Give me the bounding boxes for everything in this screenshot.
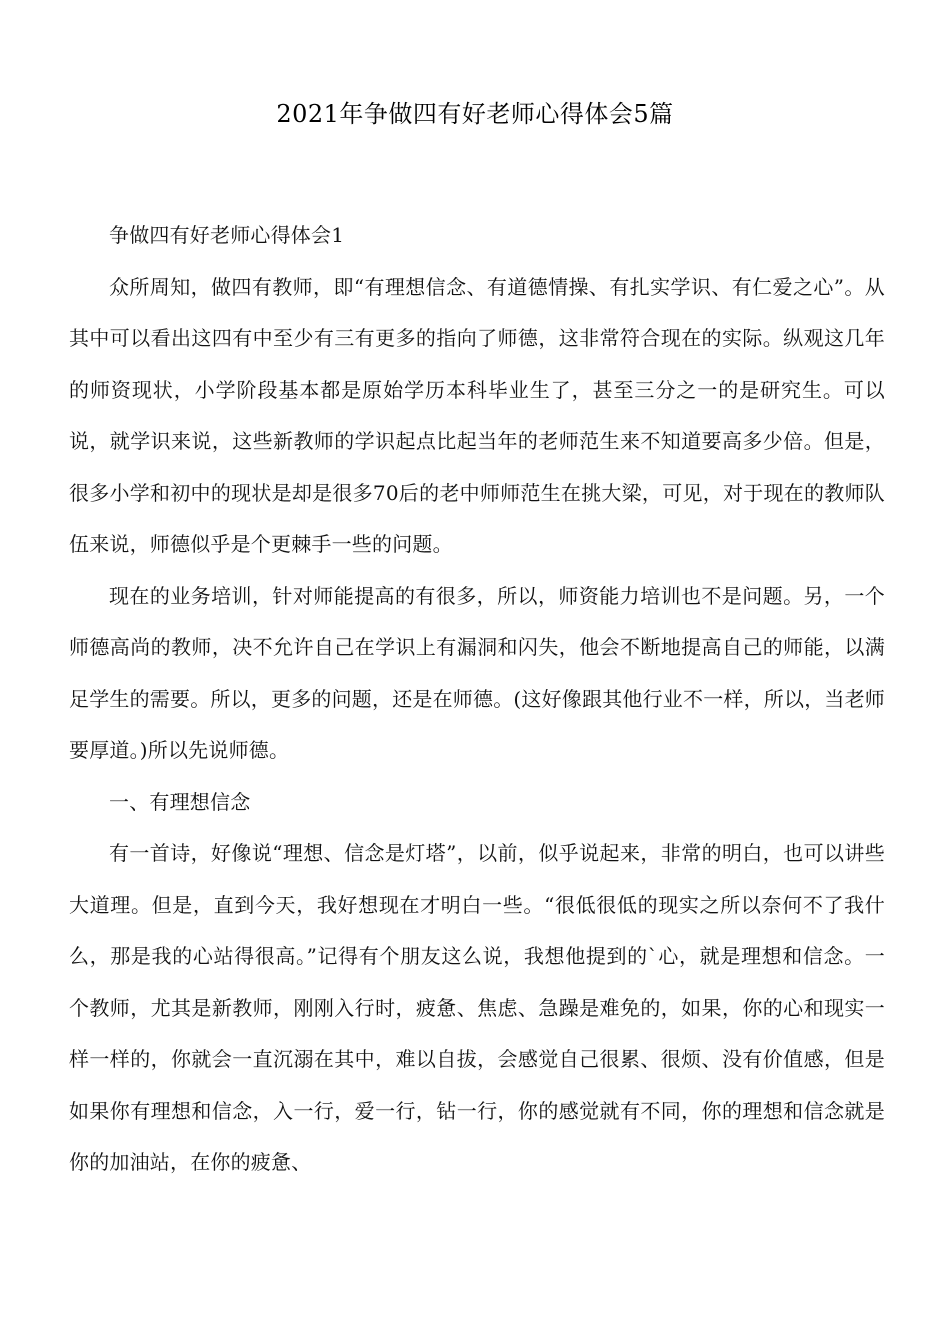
subheading-ideals: 一、有理想信念: [109, 789, 251, 814]
document-body: [69, 210, 885, 1189]
section-heading-1: 争做四有好老师心得体会1: [109, 223, 345, 247]
paragraph-1: 众所周知，做四有教师，即“有理想信念、有道德情操、有扎实学识、有仁爱之心”。从其中可以看出这四有中至少有三有更多的指向了师德，这非常符合现在的实际。纵观这几年的师资现状，小学阶段基本都是原始学历本科毕业生了，甚至三分之一的是研究生。可以说，就学识来说，这些新教师的学识起点比起当年的老师范生来不知道要高多少倍。但是，很多小学和初中的现状是却是很多70后的老中师师范生在挑大梁，可见，对于现在的教师队伍来说，师德似乎是个更棘手一些的问题。: [69, 274, 885, 556]
document-title: 2021年争做四有好老师心得体会5篇: [276, 100, 674, 128]
paragraph-2: 现在的业务培训，针对师能提高的有很多，所以，师资能力培训也不是问题。另，一个师德高尚的教师，决不允许自己在学识上有漏洞和闪失，他会不断地提高自己的师能，以满足学生的需要。所以，更多的问题，还是在师德。(这好像跟其他行业不一样，所以，当老师要厚道。)所以先说师德。: [69, 583, 886, 762]
paragraph-3: 有一首诗，好像说“理想、信念是灯塔”，以前，似乎说起来，非常的明白，也可以讲些大道理。但是，直到今天，我好想现在才明白一些。“很低很低的现实之所以奈何不了我什么，那是我的心站得很高。”记得有个朋友这么说，我想他提到的`心，就是理想和信念。一个教师，尤其是新教师，刚刚入行时，疲惫、焦虑、急躁是难免的，如果，你的心和现实一样一样的，你就会一直沉溺在其中，难以自拔，会感觉自己很累、很烦、没有价值感，但是如果你有理想和信念，入一行，爱一行，钻一行，你的感觉就有不同，你的理想和信念就是你的加油站，在你的疲惫、: [69, 841, 885, 1174]
